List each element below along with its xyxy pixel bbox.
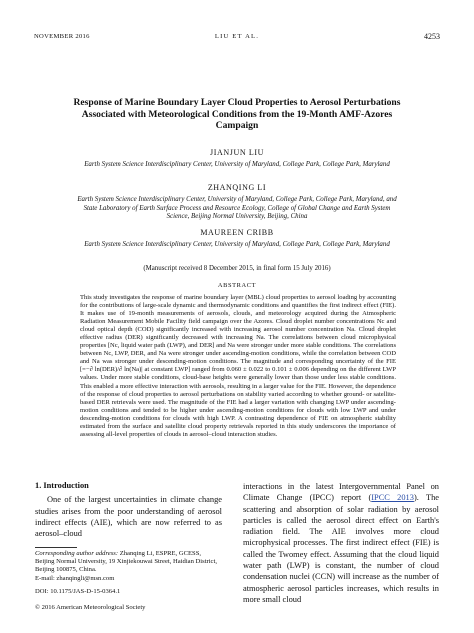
author-affiliation-3: Earth System Science Interdisciplinary Center, University of Maryland, College Park, College Park, Maryland (84, 241, 390, 248)
manuscript-dates: (Manuscript received 8 December 2015, in final form 15 July 2016) (143, 265, 331, 272)
running-header (34, 33, 440, 43)
footnote-address: Zhanqing Li, ESPRE, GCESS, Beijing Normal University, 19 Xinjiekouwai Street, Haidian District, Beijing 100875, China. (35, 550, 217, 574)
page-number: 4253 (424, 32, 440, 41)
author-name-1: JIANJUN LIU (210, 148, 264, 157)
author-affiliation-1: Earth System Science Interdisciplinary Center, University of Maryland, College Park, College Park, Maryland (84, 161, 390, 168)
copyright: © 2016 American Meteorological Society (35, 604, 146, 611)
author-name-2: ZHANQING LI (207, 183, 267, 192)
footnote (35, 550, 222, 583)
intro-text-right-a: interactions in the latest Intergovernmental Panel on Climate Change (IPCC) report ( (243, 482, 439, 503)
right-column (243, 481, 439, 605)
section-heading: 1. Introduction (35, 481, 89, 490)
author-name-3: MAUREEN CRIBB (200, 228, 274, 237)
abstract-text: This study investigates the response of marine boundary layer (MBL) cloud properties to aerosol loading by accounting for the contributions of large-scale dynamic and thermodynamic conditions and quantifies the first indirect effect (FIE). It makes use of 19-month measurements of aerosols, clouds, and meteorology acquired during the Atmospheric Radiation Measurement Mobile Facility field campaign over the Azores. Cloud droplet number concentrations Nc and cloud optical depth (COD) significantly increased with increasing aerosol number concentration Na. Cloud droplet effective radius (DER) significantly decreased with increasing Na. The correlations between cloud microphysical properties [Nc, liquid water path (LWP), and DER] and Na were stronger under more stable conditions. The correlations between Nc, LWP, DER, and Na were stronger under ascending-motion conditions, while the correlation between COD and Na was stronger under descending-motion conditions. The magnitude and corresponding uncertainty of the FIE [=−∂ ln(DER)/∂ ln(Na)| at constant LWP] ranged from 0.060 ± 0.022 to 0.101 ± 0.006 depending on the different LWP values. Under more stable conditions, cloud-base heights were generally lower than those under less stable conditions. This enabled a more effective interaction with aerosols, resulting in a larger value for the FIE. However, the dependence of the response of cloud properties to aerosol perturbations on stability varied according to whether ground- or satellite-based DER retrievals were used. The magnitude of the FIE had a larger variation with changing LWP under ascending-motion conditions and tended to be higher under ascending-motion conditions for clouds with low LWP and under descending-motion conditions for clouds with high LWP. A contrasting dependence of FIE on atmospheric stability estimated from the surface and satellite cloud property retrievals reported in this study underscores the importance of assessing all-level properties of clouds in aerosol–cloud interaction studies. (80, 294, 396, 438)
doi: DOI: 10.1175/JAS-D-15-0364.1 (35, 588, 121, 595)
author-affiliation-2: Earth System Science Interdisciplinary Center, University of Maryland, College Park, College Park, Maryland, and State Laboratory of Earth Surface Process and Resource Ecology, College of Global Change and Earth System Science, Beijing Normal University, Beijing, China (77, 196, 397, 221)
abstract-heading: ABSTRACT (217, 282, 257, 289)
header-authors: LIU ET AL. (214, 33, 260, 40)
citation-link[interactable]: IPCC 2013 (371, 493, 414, 503)
footnote-rule (35, 547, 77, 548)
left-column (35, 480, 222, 539)
footnote-email: E-mail: zhanqingli@msn.com (35, 574, 115, 582)
footnote-label: Corresponding author address: (35, 550, 119, 557)
header-date: NOVEMBER 2016 (34, 33, 90, 40)
paper-title: Response of Marine Boundary Layer Cloud Properties to Aerosol Perturbations Associated with Meteorological Conditions from the 19-Month AMF-Azores Campaign (73, 97, 401, 131)
intro-text-right-b: ). The scattering and absorption of solar radiation by aerosol particles is called the aerosol direct effect on Earth's radiation field. The AIE involves more cloud microphysical processes. The first indirect effect (FIE) is called the Twomey effect. Assuming that the cloud liquid water path (LWP) is constant, the number of cloud condensation nuclei (CCN) will increase as the number of atmospheric aerosol particles increases, which results in more small cloud (243, 493, 439, 604)
intro-paragraph-left: One of the largest uncertainties in climate change studies arises from the poor understanding of aerosol indirect effects (AIE), which are now referred to as aerosol–cloud (35, 495, 222, 539)
